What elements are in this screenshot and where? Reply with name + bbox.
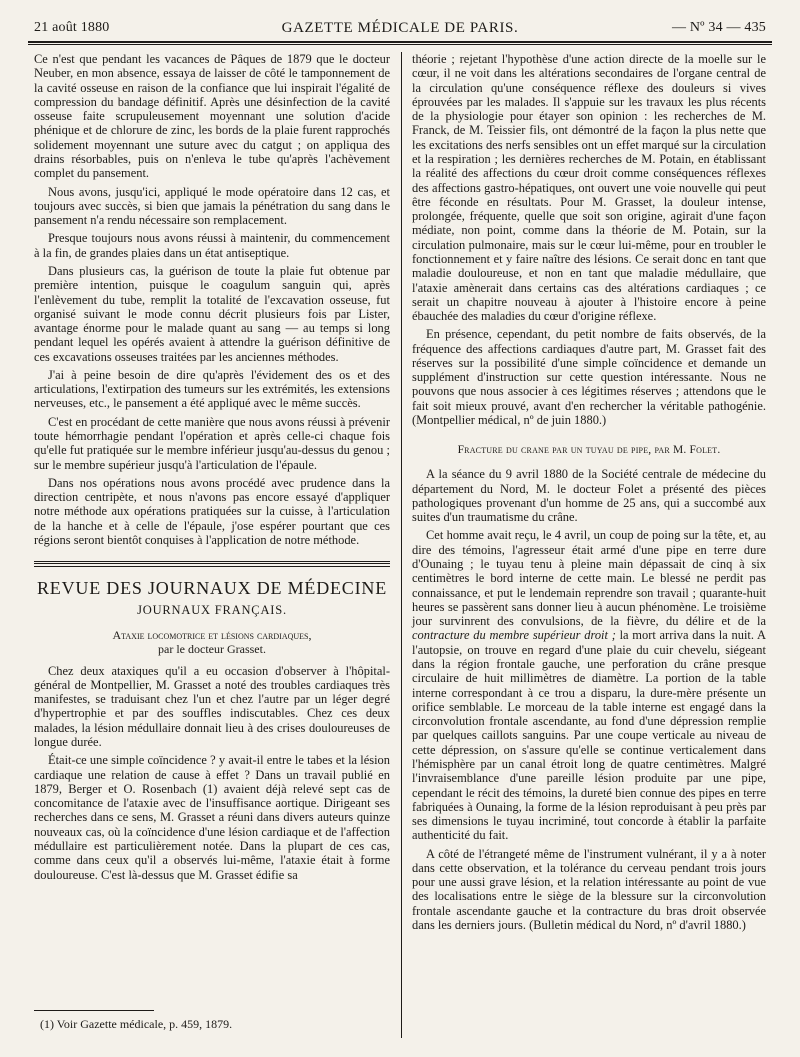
footnote-rule	[34, 1010, 154, 1011]
header-date: 21 août 1880	[34, 20, 110, 35]
right-column	[412, 52, 766, 932]
paragraph: Dans plusieurs cas, la guérison de toute la plaie fut obtenue par première intention, puisque le coagulum sanguin qui, après l'enlèvement du tube, remplit la totalité de l'excavation osseuse, fut organisé suivant le mode connu décrit plusieurs fois par Lister, avantage énorme pour le malade quant au sang — au temps si long pendant lequel les opérés avaient à attendre la guérison définitive de ces excavations osseuses traitées par les anciennes méthodes.	[34, 263, 390, 364]
paragraph: Presque toujours nous avons réussi à maintenir, du commencement à la fin, de grandes plaies dans un état antiseptique.	[34, 231, 390, 260]
header-rule	[28, 41, 772, 43]
running-header	[34, 18, 766, 40]
article-author: par le docteur Grasset.	[158, 641, 266, 656]
text-run: Cet homme avait reçu, le 4 avril, un coup de poing sur la tête, et, au dire des témoins, l'agresseur était armé d'une pipe en terre dure d'Ounaing ; le tuyau tenu à pleine main dépassait de cinq à six centimètres le bord interne de cette main. Le blessé ne perdit pas connaissance, et put le lendemain reprendre son travail ; quarante-huit heures se passèrent sans donner lieu à aucun phénomène. Le troisième jour survinrent des convulsions, de la fièvre, du délire et de la	[412, 528, 766, 629]
section-title: REVUE DES JOURNAUX DE MÉDECINE	[37, 578, 387, 599]
article-title: Ataxie locomotrice et lésions cardiaques,	[112, 627, 312, 642]
paragraph	[412, 528, 766, 842]
article-heading	[34, 628, 390, 656]
section-divider	[34, 561, 390, 564]
section-subtitle: JOURNAUX FRANÇAIS.	[137, 603, 287, 618]
header-issue-page: — Nº 34 — 435	[671, 20, 766, 35]
article-title: Fracture du crane par un tuyau de pipe, par M. Folet.	[457, 444, 721, 457]
paragraph: A côté de l'étrangeté même de l'instrument vulnérant, il y a à noter dans cette observation, et la tolérance du cerveau pendant trois jours pour une aussi grave lésion, et la relation intéressante au point de vue des localisations entre le siège de la blessure sur la circonvolution frontale ascendante gauche et la contracture du bras droit observée dans les derniers jours. (Bulletin médical du Nord, nº d'avril 1880.)	[412, 846, 766, 933]
paragraph: théorie ; rejetant l'hypothèse d'une action directe de la moelle sur le cœur, il ne voit dans les altérations secondaires de l'organe central de la circulation qu'une conséquence réflexe des douleurs si vives éprouvées par les malades. Il s'appuie sur les travaux les plus récents de la physiologie pour étayer son opinion : les recherches de M. Franck, de M. Teissier fils, ont démontré de la façon la plus nette que les excitations des nerfs sensibles ont un effet marqué sur la circulation et la respiration ; les dernières recherches de M. Potain, en établissant la réalité des affections du cœur droit comme conséquences réflexes des affections gastro-hépatiques, ont ouvert une voie nouvelle qui peut être féconde en résultats. Pour M. Grasset, la douleur intense, prolongée, fréquente, quelle que soit son origine, agirait d'une façon médiate, non point, comme dans la théorie de M. Potain, sur la circulation pulmonaire, mais sur le cœur lui-même, pour en troubler le fonctionnement et y faire naître des lésions. Ce serait donc en tant que maladie douloureuse, et non en tant que maladie médullaire, que l'ataxie amènerait dans certains cas des altérations cardiaques ; ce serait un chapitre nouveau à ajouter à l'histoire encore à peine ébauchée des maladies du cœur d'origine réflexe.	[412, 52, 766, 324]
paragraph: Nous avons, jusqu'ici, appliqué le mode opératoire dans 12 cas, et toujours avec succès, si bien que jamais la pénétration du sang dans le pansement n'a rendu nécessaire son remplacement.	[34, 184, 390, 228]
paragraph: A la séance du 9 avril 1880 de la Société centrale de médecine du département du Nord, M. le docteur Folet a présenté des pièces pathologiques provenant d'un homme de 25 ans, qui a succombé aux suites d'un traumatisme du crâne.	[412, 467, 766, 525]
paragraph: J'ai à peine besoin de dire qu'après l'évidement des os et des articulations, l'extirpation des tumeurs sur les extrémités, les extensions nerveuses, etc., le pansement a été appliqué avec le même succès.	[34, 367, 390, 411]
header-journal-title: GAZETTE MÉDICALE DE PARIS.	[281, 20, 519, 36]
footnote: (1) Voir Gazette médicale, p. 459, 1879.	[40, 1017, 233, 1031]
paragraph: Était-ce une simple coïncidence ? y avait-il entre le tabes et la lésion cardiaque une relation de cause à effet ? Dans un travail publié en 1879, Berger et O. Rosenbach (1) avaient déjà relevé sept cas de concomitance de l'ataxie avec de l'insuffisance aortique. Dirigeant ses recherches dans ce sens, M. Grasset a réuni dans divers auteurs quinze nouveaux cas, où la coïncidence d'une lésion cardiaque et de l'affection médullaire est particulièrement notée. Dans la plupart de ces cas, comme dans ceux qu'il a observés lui-même, l'ataxie était à forme douloureuse. C'est là-dessus que M. Grasset édifie sa	[34, 753, 390, 882]
column-divider	[401, 52, 402, 1038]
text-run: la mort arriva dans la nuit. A l'autopsie, on trouve en regard d'une plaie du cuir chevelu, siégeant dans la région frontale gauche, une perforation du crâne presque circulaire de huit millimètres de diamètre. La portion de la table interne correspondant à ce trou a disparu, la dure-mère présente un orifice semblable. Le morceau de la table interne est engagé dans la circonvolution frontale ascendante, au fond d'une dépression remplie par quelques caillots sanguins. Par une coupe verticale au niveau de cette dépression, on s'assure qu'elle se continue verticalement dans l'hémisphère par un canal étroit long de quatre centimètres. Malgré l'invraisemblance d'une pareille lésion produite par une pipe, cependant le récit des témoins, la dureté bien connue des pipes en terre fabriquées à Ounaing, la forme de la lésion reproduisant à peu près par ses dimensions le tuyau incriminé, tout concorde à établir la parfaite authenticité du fait.	[412, 628, 767, 843]
paragraph: Dans nos opérations nous avons procédé avec prudence dans la direction centripète, et nous n'avons pas encore essayé d'appliquer notre méthode aux opérations pratiquées sur la cuisse, à l'articulation de la hanche et à celle de l'épaule, j'ose espérer pourtant que ces régions seront bientôt conquises à l'application de notre méthode.	[34, 475, 390, 547]
section-divider-thin	[34, 566, 390, 567]
header-rule-thin	[28, 44, 772, 45]
left-column	[34, 52, 390, 882]
paragraph: C'est en procédant de cette manière que nous avons réussi à prévenir toute hémorrhagie pendant l'opération et après celle-ci chaque fois qu'elle fut pratiquée sur le membre inférieur jusqu'au-dessus du genou ; sur le membre supérieur jusqu'à l'articulation de l'épaule.	[34, 414, 390, 472]
italic-text: contracture du membre supérieur droit ;	[412, 628, 616, 643]
paragraph: En présence, cependant, du petit nombre de faits observés, de la fréquence des affections cardiaques d'autre part, M. Grasset fait des réserves sur la possibilité d'une simple coïncidence et demande un supplément d'instruction sur cette question intéressante. Nous ne pouvons que nous associer à ces légitimes réserves ; attendons que le fait soit mieux prouvé, avant d'en rechercher la véritable pathogénie. (Montpellier médical, nº de juin 1880.)	[412, 327, 766, 428]
paragraph: Ce n'est que pendant les vacances de Pâques de 1879 que le docteur Neuber, en mon absence, essaya de laisser de côté le tamponnement de la cavité osseuse en raison de la confiance que lui inspirait l'égalité de compression du bandage définitif. Après une désinfection de la cavité osseuse faite scrupuleusement moyennant une solution d'acide phénique et de chlorure de zinc, les bords de la plaie furent rapprochés solidement moyennant une suture avec du catgut ; on appliqua des drains résorbables, puis on n'enleva le tube qu'après l'achèvement complet du pansement.	[34, 52, 390, 181]
paragraph: Chez deux ataxiques qu'il a eu occasion d'observer à l'hôpital-général de Montpellier, M. Grasset a noté des troubles cardiaques très manifestes, se traduisant chez l'un et chez l'autre par un léger degré d'hypertrophie et par des souffles indiscutables. Chez ces deux malades, la lésion médullaire donnait lieu à des crises douloureuses de longue durée.	[34, 663, 390, 749]
